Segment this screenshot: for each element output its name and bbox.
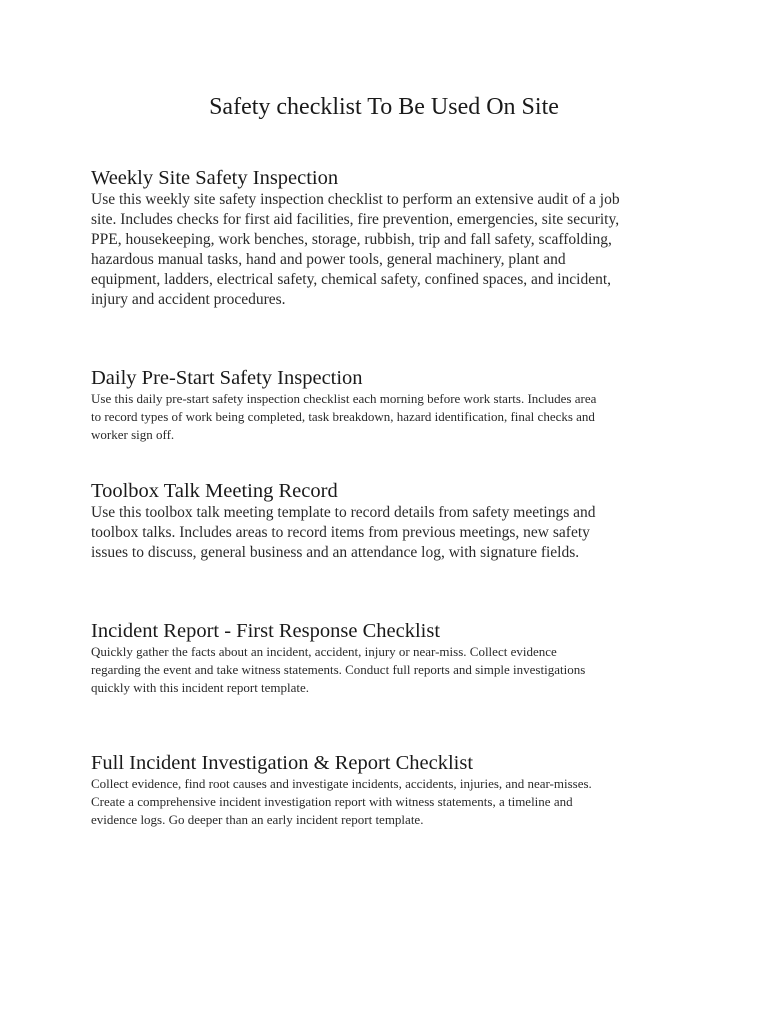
description-line: to record types of work being completed, task breakdown, hazard identification, final checks and bbox=[91, 409, 595, 424]
description-line: evidence logs. Go deeper than an early incident report template. bbox=[91, 812, 424, 827]
description-line: hazardous manual tasks, hand and power tools, general machinery, plant and bbox=[91, 251, 566, 268]
section-toolbox-talk-meeting-record bbox=[91, 479, 691, 563]
section-heading: Incident Report - First Response Checklist bbox=[91, 620, 441, 642]
section-description bbox=[91, 775, 691, 829]
section-description bbox=[91, 503, 691, 563]
description-line: issues to discuss, general business and an attendance log, with signature fields. bbox=[91, 544, 580, 561]
section-heading: Daily Pre-Start Safety Inspection bbox=[91, 367, 363, 389]
document-title: Safety checklist To Be Used On Site bbox=[209, 94, 559, 120]
description-line: PPE, housekeeping, work benches, storage, rubbish, trip and fall safety, scaffolding, bbox=[91, 231, 612, 248]
description-line: equipment, ladders, electrical safety, chemical safety, confined spaces, and incident, bbox=[91, 271, 612, 288]
description-line: toolbox talks. Includes areas to record items from previous meetings, new safety bbox=[91, 524, 590, 541]
description-line: site. Includes checks for first aid facilities, fire prevention, emergencies, site security, bbox=[91, 211, 620, 228]
section-heading: Weekly Site Safety Inspection bbox=[91, 167, 339, 189]
description-line: quickly with this incident report template. bbox=[91, 680, 310, 695]
section-heading: Full Incident Investigation & Report Checklist bbox=[91, 752, 474, 774]
description-line: Quickly gather the facts about an incident, accident, injury or near-miss. Collect evidence bbox=[91, 644, 557, 659]
section-full-incident-investigation bbox=[91, 751, 691, 829]
section-daily-pre-start-safety-inspection bbox=[91, 366, 691, 444]
description-line: injury and accident procedures. bbox=[91, 291, 286, 308]
description-line: worker sign off. bbox=[91, 427, 175, 442]
description-line: Collect evidence, find root causes and investigate incidents, accidents, injuries, and near-misses. bbox=[91, 776, 592, 791]
description-line: regarding the event and take witness statements. Conduct full reports and simple investigations bbox=[91, 662, 586, 677]
description-line: Use this weekly site safety inspection checklist to perform an extensive audit of a job bbox=[91, 191, 620, 208]
section-incident-report-first-response bbox=[91, 619, 691, 697]
description-line: Use this daily pre-start safety inspection checklist each morning before work starts. Includes area bbox=[91, 391, 597, 406]
section-description bbox=[91, 643, 691, 697]
section-weekly-site-safety-inspection bbox=[91, 166, 691, 310]
section-description bbox=[91, 190, 691, 310]
description-line: Create a comprehensive incident investigation report with witness statements, a timeline and bbox=[91, 794, 573, 809]
description-line: Use this toolbox talk meeting template to record details from safety meetings and bbox=[91, 504, 596, 521]
section-heading: Toolbox Talk Meeting Record bbox=[91, 480, 338, 502]
section-description bbox=[91, 390, 691, 444]
